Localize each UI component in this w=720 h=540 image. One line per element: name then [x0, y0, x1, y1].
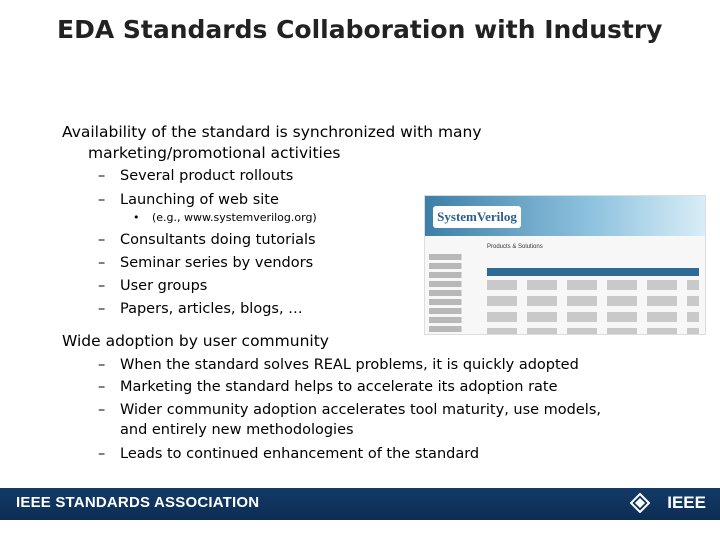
website-table: [487, 268, 699, 335]
footer-bar: [0, 488, 720, 520]
dash-marker: –: [98, 379, 106, 395]
dash-marker: –: [98, 192, 106, 208]
dash-marker: –: [98, 232, 106, 248]
sub-bullet: Marketing the standard helps to accelerate its adoption rate: [120, 379, 558, 395]
bullet-1-line2: marketing/promotional activities: [88, 144, 341, 162]
footer-margin: [0, 520, 720, 540]
dash-marker: –: [98, 357, 106, 373]
sub-bullet: Seminar series by vendors: [120, 255, 314, 271]
bullet-dot: •: [133, 211, 140, 224]
org-name: IEEE STANDARDS ASSOCIATION: [16, 494, 260, 511]
sub-bullet: Several product rollouts: [120, 168, 294, 184]
dash-marker: –: [98, 446, 106, 462]
sub-bullet: User groups: [120, 278, 208, 294]
website-heading: Products & Solutions: [487, 244, 543, 250]
ieee-diamond-icon: [630, 493, 650, 513]
website-nav: [429, 254, 483, 335]
dash-marker: –: [98, 402, 106, 418]
website-screenshot: [424, 195, 706, 335]
sub-bullet: Papers, articles, blogs, …: [120, 301, 303, 317]
dash-marker: –: [98, 301, 106, 317]
dash-marker: –: [98, 278, 106, 294]
dash-marker: –: [98, 255, 106, 271]
sub-bullet: Launching of web site: [120, 192, 279, 208]
dash-marker: –: [98, 168, 106, 184]
ieee-logo: IEEE: [667, 493, 706, 512]
systemverilog-logo: SystemVerilog: [433, 206, 521, 228]
slide-title: EDA Standards Collaboration with Industry: [57, 15, 663, 44]
sub-bullet: Wider community adoption accelerates tool maturity, use models,: [120, 402, 601, 418]
sub-bullet: Consultants doing tutorials: [120, 232, 316, 248]
sub-bullet-continuation: and entirely new methodologies: [120, 422, 354, 438]
sub-sub-bullet: (e.g., www.systemverilog.org): [152, 211, 317, 224]
sub-bullet: When the standard solves REAL problems, it is quickly adopted: [120, 357, 579, 373]
sub-bullet: Leads to continued enhancement of the standard: [120, 446, 480, 462]
bullet-2: Wide adoption by user community: [62, 332, 329, 350]
bullet-1-line1: Availability of the standard is synchronized with many: [62, 123, 482, 141]
